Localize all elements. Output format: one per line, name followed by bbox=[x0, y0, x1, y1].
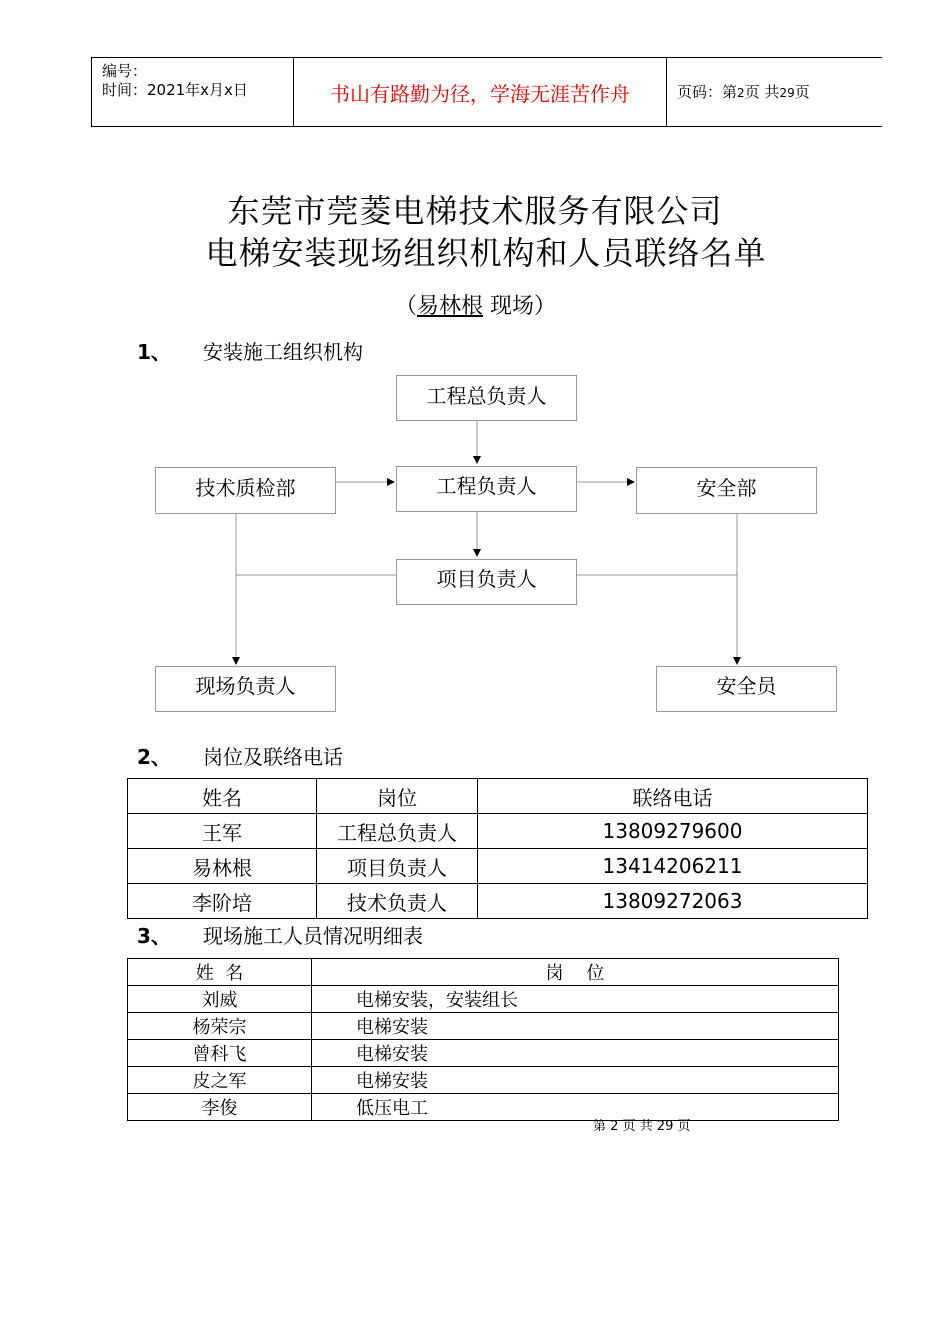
staff-position: 电梯安装 bbox=[312, 1013, 839, 1040]
staff-name: 李俊 bbox=[128, 1094, 312, 1121]
table-row bbox=[128, 884, 868, 919]
contacts-col-phone: 联络电话 bbox=[478, 779, 868, 814]
contact-phone: 13809279600 bbox=[478, 814, 868, 849]
staff-position: 电梯安装 bbox=[312, 1067, 839, 1094]
staff-name: 杨荣宗 bbox=[128, 1013, 312, 1040]
contacts-header-row bbox=[128, 779, 868, 814]
org-node-safety-dept: 安全部 bbox=[636, 467, 817, 514]
contact-position: 项目负责人 bbox=[317, 849, 478, 884]
contact-name: 易林根 bbox=[128, 849, 317, 884]
page-total: 29 bbox=[779, 86, 795, 100]
section-3-heading bbox=[137, 920, 423, 949]
section-2-label: 岗位及联络电话 bbox=[203, 745, 343, 769]
staff-position: 低压电工 bbox=[312, 1094, 839, 1121]
page-mid: 页 共 bbox=[744, 83, 780, 101]
number-label: 编号： bbox=[102, 62, 148, 80]
site-name: 易林根 bbox=[417, 294, 484, 319]
table-row bbox=[128, 849, 868, 884]
table-row bbox=[128, 986, 839, 1013]
section-1-label: 安装施工组织机构 bbox=[203, 340, 363, 364]
staff-position: 电梯安装，安装组长 bbox=[312, 986, 839, 1013]
org-node-project-lead: 项目负责人 bbox=[396, 559, 577, 605]
staff-table bbox=[127, 958, 839, 1121]
page-footer: 第 2 页 共 29 页 bbox=[593, 1119, 691, 1134]
staff-header-row bbox=[128, 959, 839, 986]
org-node-engineering-lead: 工程负责人 bbox=[396, 466, 577, 512]
page-prefix: 页码：第 bbox=[677, 83, 738, 101]
page-suffix: 页 bbox=[794, 83, 810, 101]
document-title: 电梯安装现场组织机构和人员联络名单 bbox=[205, 234, 767, 272]
org-node-tech-qc: 技术质检部 bbox=[155, 467, 336, 514]
staff-position: 电梯安装 bbox=[312, 1040, 839, 1067]
contact-name: 王军 bbox=[128, 814, 317, 849]
section-3-number: 3、 bbox=[137, 924, 171, 948]
section-2-heading bbox=[137, 741, 343, 770]
contact-name: 李阶培 bbox=[128, 884, 317, 919]
section-1-number: 1、 bbox=[137, 340, 171, 364]
time-label: 时间：2021年x月x日 bbox=[102, 81, 248, 99]
staff-name: 曾科飞 bbox=[128, 1040, 312, 1067]
staff-name: 皮之军 bbox=[128, 1067, 312, 1094]
contact-phone: 13414206211 bbox=[478, 849, 868, 884]
company-title: 东莞市莞菱电梯技术服务有限公司 bbox=[227, 192, 723, 230]
subtitle-open: （ bbox=[395, 294, 418, 319]
table-row bbox=[128, 814, 868, 849]
contact-phone: 13809272063 bbox=[478, 884, 868, 919]
table-row bbox=[128, 1094, 839, 1121]
org-node-safety-officer: 安全员 bbox=[656, 666, 837, 712]
org-node-site-lead: 现场负责人 bbox=[155, 666, 336, 712]
contacts-col-name: 姓名 bbox=[128, 779, 317, 814]
contact-position: 工程总负责人 bbox=[317, 814, 478, 849]
table-row bbox=[128, 1067, 839, 1094]
page-current: 2 bbox=[737, 86, 745, 100]
contacts-col-position: 岗位 bbox=[317, 779, 478, 814]
staff-name: 刘威 bbox=[128, 986, 312, 1013]
section-3-label: 现场施工人员情况明细表 bbox=[203, 924, 423, 948]
org-node-chief: 工程总负责人 bbox=[396, 375, 577, 421]
section-2-number: 2、 bbox=[137, 745, 171, 769]
contacts-table bbox=[127, 778, 868, 919]
motto-text: 书山有路勤为径，学海无涯苦作舟 bbox=[330, 82, 630, 106]
table-row bbox=[128, 1040, 839, 1067]
staff-col-name: 姓 名 bbox=[128, 959, 312, 986]
contact-position: 技术负责人 bbox=[317, 884, 478, 919]
subtitle-rest: 现场） bbox=[483, 294, 557, 319]
table-row bbox=[128, 1013, 839, 1040]
staff-col-position: 岗 位 bbox=[312, 959, 839, 986]
